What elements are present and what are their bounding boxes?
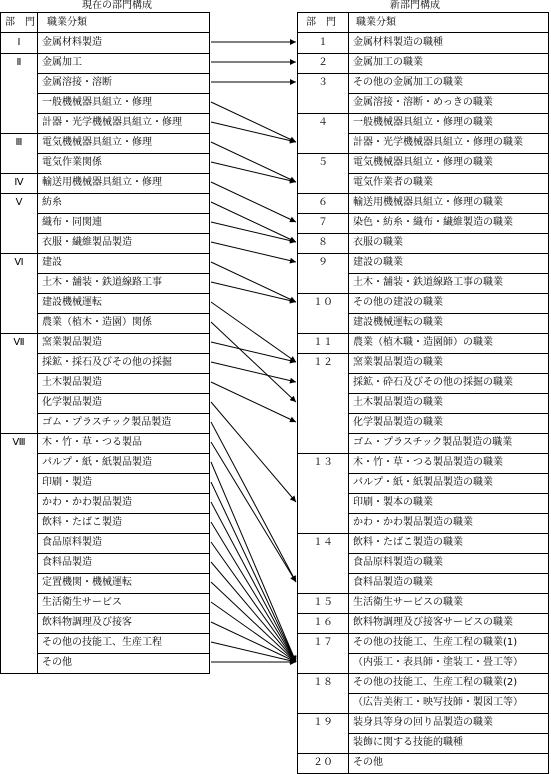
new-class-row: 装飾に関する技能的職種 <box>353 737 463 748</box>
old-dept-2: Ⅱ <box>16 57 22 68</box>
mapping-arrow <box>211 102 296 142</box>
new-dept-9: ９ <box>318 257 328 268</box>
new-class-row: 金属材料製造の職種 <box>353 37 443 48</box>
new-class-row: その他の建設の職業 <box>353 297 443 308</box>
mapping-arrow <box>211 142 296 182</box>
old-dept-5: Ⅴ <box>15 197 23 208</box>
old-class-row: 金属溶接・溶断 <box>42 77 112 88</box>
old-structure-title: 現在の部門構成 <box>82 0 152 11</box>
old-class-row: 衣服・繊維製品製造 <box>42 237 132 248</box>
old-dept-7: Ⅶ <box>13 337 25 348</box>
new-class-row: 輸送用機械器具組立・修理の職業 <box>353 197 503 208</box>
old-class-row: 飲料・たばこ製造 <box>42 517 122 528</box>
new-dept-17: １７ <box>313 637 333 648</box>
new-class-row: その他の金属加工の職業 <box>353 77 463 88</box>
new-class-row: ゴム・プラスチック製品製造の職業 <box>353 437 513 448</box>
old-class-row: その他 <box>42 657 72 668</box>
old-class-row: 印刷・製造 <box>42 477 92 488</box>
old-dept-3: Ⅲ <box>15 137 23 148</box>
new-class-row: 食料品製造の職業 <box>353 577 433 588</box>
old-dept-1: Ⅰ <box>17 37 21 48</box>
new-dept-8: ８ <box>318 237 328 248</box>
old-class-row: 採鉱・採石及びその他の採掘 <box>42 357 172 368</box>
old-class-row: 木・竹・草・つる製品 <box>42 437 142 448</box>
new-dept-18: １８ <box>313 677 333 688</box>
old-class-row: 土木製品製造 <box>42 377 102 388</box>
new-class-row: （内張工・表具師・塗装工・畳工等） <box>353 657 523 668</box>
old-class-row: 電気機械器具組立・修理 <box>42 137 152 148</box>
new-class-row: 土木製品製造の職業 <box>353 397 443 408</box>
old-dept-6: Ⅵ <box>14 257 24 268</box>
new-class-row: 農業（植木職・造園師）の職業 <box>353 337 493 348</box>
mapping-arrow <box>211 262 296 302</box>
new-dept-header: 部 門 <box>306 17 336 28</box>
old-class-row: 建設 <box>42 257 62 268</box>
new-class-row: その他の技能工、生産工程の職業(2) <box>353 677 518 688</box>
new-class-row: かわ・かわ製品製造の職業 <box>353 517 473 528</box>
new-class-row: 金属加工の職業 <box>353 57 423 68</box>
old-class-row: 農業（植木・造園）関係 <box>42 317 152 328</box>
new-dept-6: ６ <box>318 197 328 208</box>
new-structure-title: 新部門構成 <box>390 0 440 11</box>
mapping-arrow <box>211 502 296 662</box>
new-dept-2: ２ <box>318 57 328 68</box>
mapping-arrow <box>211 222 296 242</box>
old-class-row: かわ・かわ製品製造 <box>42 497 132 508</box>
old-class-row: 建設機械運転 <box>42 297 102 308</box>
mapping-arrow <box>211 482 296 662</box>
mapping-arrow <box>211 562 296 662</box>
new-dept-10: １０ <box>313 297 333 308</box>
new-dept-4: ４ <box>318 117 328 128</box>
old-class-row: 計器・光学機械器具組立・修理 <box>42 117 182 128</box>
new-class-row: 飲料・たばこ製造の職業 <box>353 537 463 548</box>
old-class-row: 金属加工 <box>42 57 82 68</box>
old-class-row: 飲料物調理及び接客 <box>42 617 132 628</box>
new-class-header: 職業分類 <box>356 17 396 28</box>
new-class-row: 飲料物調理及び接客サービスの職業 <box>353 617 513 628</box>
old-class-row: 窯業製品製造 <box>42 337 102 348</box>
new-class-row: （広告美術工・映写技師・製図工等） <box>353 697 523 708</box>
old-class-row: 輸送用機械器具組立・修理 <box>42 177 162 188</box>
mapping-arrow <box>211 282 296 302</box>
new-class-row: 一般機械器具組立・修理の職業 <box>353 117 493 128</box>
new-class-row: 窯業製品製造の職業 <box>353 357 443 368</box>
new-class-row: 化学製品製造の職業 <box>353 417 443 428</box>
new-class-row: その他 <box>353 757 383 768</box>
old-class-row: 定置機関・機械運転 <box>42 577 132 588</box>
new-dept-7: ７ <box>318 217 328 228</box>
mapping-arrow <box>211 362 296 382</box>
new-class-row: 衣服の職業 <box>353 237 403 248</box>
new-dept-13: １３ <box>313 457 333 468</box>
old-class-row: パルプ・紙・紙製品製造 <box>42 457 152 468</box>
new-dept-14: １４ <box>313 537 333 548</box>
mapping-arrow <box>211 242 296 262</box>
new-dept-1: １ <box>318 37 328 48</box>
new-dept-3: ３ <box>318 77 328 88</box>
new-class-row: 食品原料製造の職業 <box>353 557 443 568</box>
old-dept-4: Ⅳ <box>14 177 24 188</box>
mapping-arrow <box>211 622 296 662</box>
old-class-row: 土木・舗装・鉄道線路工事 <box>42 277 162 288</box>
mapping-arrow <box>211 202 296 242</box>
new-dept-11: １１ <box>313 337 333 348</box>
old-class-row: 金属材料製造 <box>42 37 102 48</box>
old-class-row: 生活衛生サービス <box>42 597 122 608</box>
new-class-row: 採鉱・砕石及びその他の採掘の職業 <box>353 377 513 388</box>
new-dept-20: ２０ <box>313 757 333 768</box>
old-class-row: 紡糸 <box>42 197 62 208</box>
new-dept-12: １２ <box>313 357 333 368</box>
old-dept-header: 部 門 <box>5 17 35 28</box>
mapping-arrow <box>211 122 296 142</box>
new-class-row: 電気機械器具組立・修理の職業 <box>353 157 493 168</box>
new-class-row: 印刷・製本の職業 <box>353 497 433 508</box>
new-class-row: 装身具等身の回り品製造の職業 <box>353 717 493 728</box>
mapping-arrow <box>211 402 296 502</box>
old-class-row: 化学製品製造 <box>42 397 102 408</box>
old-class-row: 織布・同関連 <box>42 217 102 228</box>
mapping-arrow <box>211 382 296 422</box>
mapping-arrow <box>211 582 296 662</box>
new-class-row: 木・竹・草・つる製品製造の職業 <box>353 457 503 468</box>
mapping-arrow <box>211 302 296 362</box>
new-dept-5: ５ <box>318 157 328 168</box>
new-class-row: パルプ・紙・紙製品製造の職業 <box>353 477 493 488</box>
new-class-row: 電気作業者の職業 <box>353 177 433 188</box>
mapping-arrow <box>211 422 296 582</box>
new-class-row: 建設の職業 <box>353 257 403 268</box>
new-class-row: 計器・光学機械器具組立・修理の職業 <box>353 137 523 148</box>
old-class-row: ゴム・プラスチック製品製造 <box>42 417 172 428</box>
new-class-row: その他の技能工、生産工程の職業(1) <box>353 637 518 648</box>
new-class-row: 生活衛生サービスの職業 <box>353 597 463 608</box>
new-class-row: 染色・紡糸・織布・繊維製造の職業 <box>353 217 513 228</box>
old-class-row: その他の技能工、生産工程 <box>42 637 162 648</box>
new-class-row: 金属溶接・溶断・めっきの職業 <box>353 97 493 108</box>
old-class-row: 食品原料製造 <box>42 537 102 548</box>
new-class-row: 土木・舗装・鉄道線路工事の職業 <box>353 277 503 288</box>
old-class-row: 電気作業関係 <box>42 157 102 168</box>
mapping-arrow <box>211 162 296 182</box>
mapping-arrow <box>211 322 296 402</box>
new-dept-15: １５ <box>313 597 333 608</box>
old-class-row: 一般機械器具組立・修理 <box>42 97 152 108</box>
new-class-row: 建設機械運転の職業 <box>353 317 443 328</box>
mapping-arrow <box>211 182 296 222</box>
mapping-arrow <box>211 522 296 662</box>
mapping-arrow <box>211 642 296 662</box>
mapping-arrow <box>211 542 296 662</box>
old-class-row: 食料品製造 <box>42 557 92 568</box>
new-dept-19: １９ <box>313 717 333 728</box>
old-class-header: 職業分類 <box>47 17 87 28</box>
new-dept-16: １６ <box>313 617 333 628</box>
mapping-arrow <box>211 342 296 362</box>
old-dept-8: Ⅷ <box>12 437 26 448</box>
